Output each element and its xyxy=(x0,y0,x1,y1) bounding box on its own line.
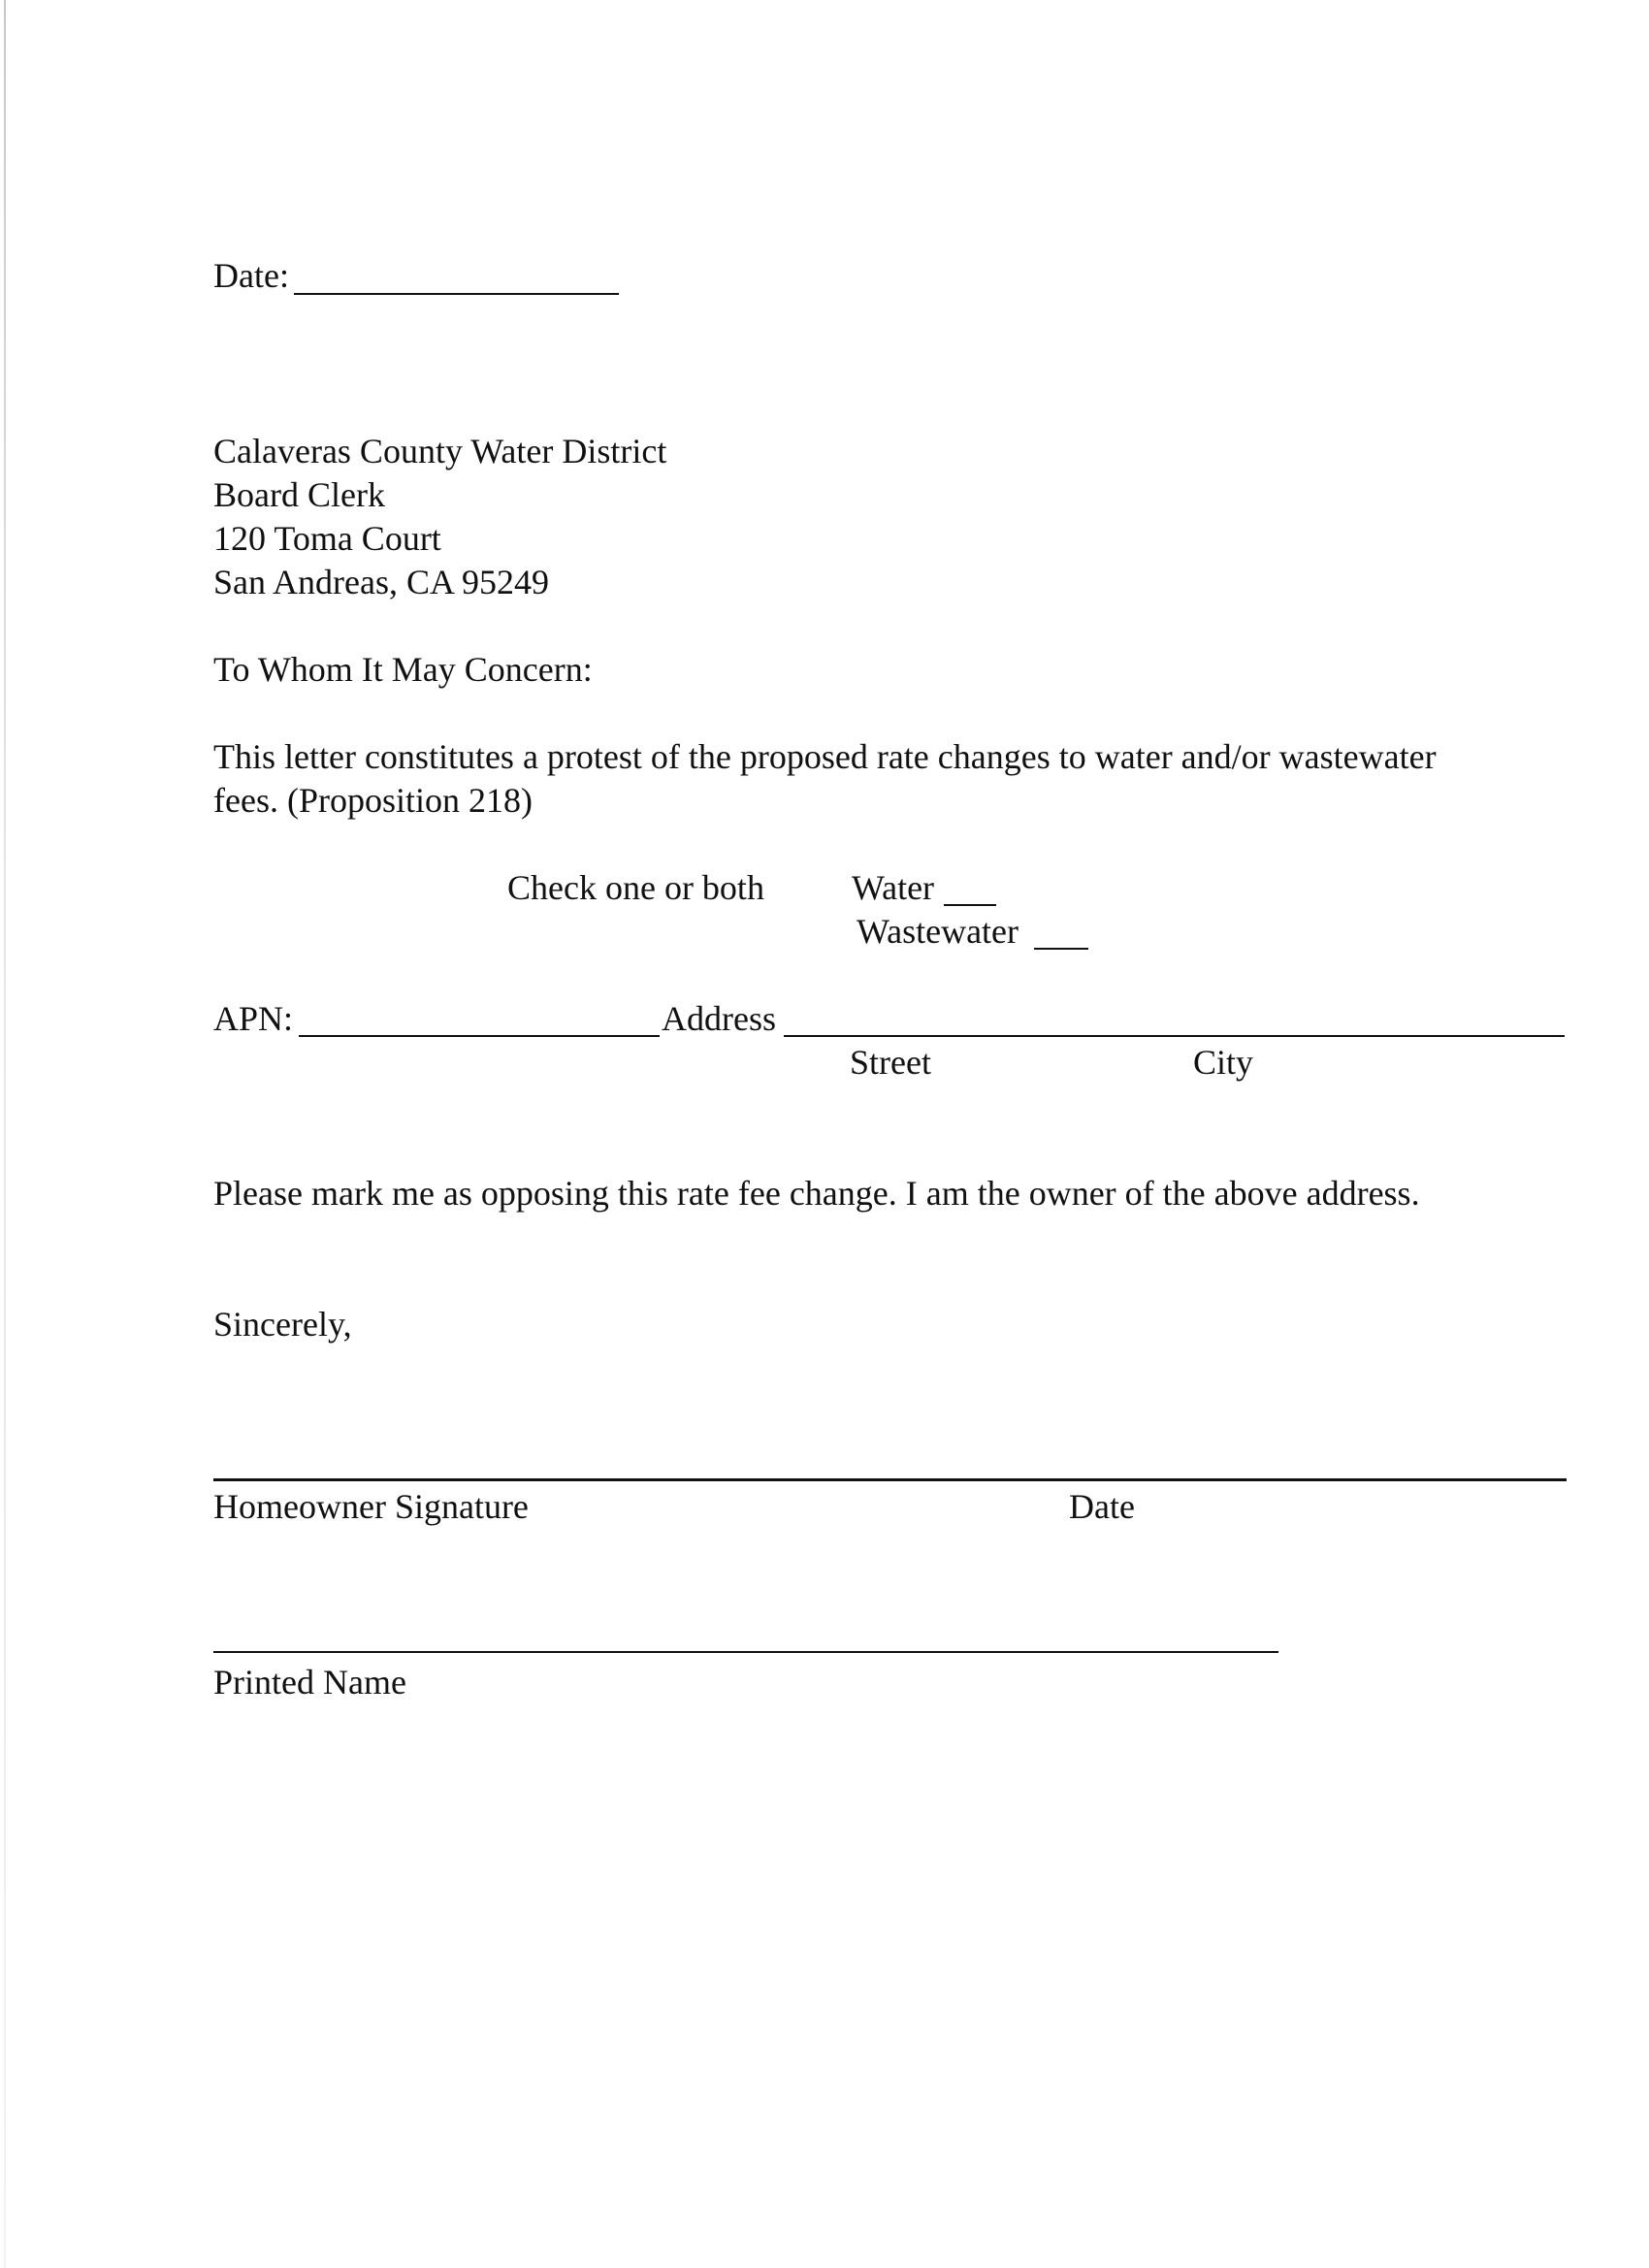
recipient-city-state-zip: San Andreas, CA 95249 xyxy=(213,563,549,601)
signature-caption: Homeowner Signature xyxy=(213,1487,529,1526)
water-option-label: Water xyxy=(852,868,935,907)
street-caption: Street xyxy=(850,1043,931,1082)
printed-name-line[interactable] xyxy=(213,1651,1278,1653)
wastewater-option-label: Wastewater xyxy=(857,912,1019,951)
wastewater-check-blank[interactable] xyxy=(1034,948,1088,950)
water-check-blank[interactable] xyxy=(944,904,996,906)
recipient-name: Calaveras County Water District xyxy=(213,432,667,470)
recipient-street: 120 Toma Court xyxy=(213,519,441,558)
check-prompt: Check one or both xyxy=(507,868,764,907)
closing: Sincerely, xyxy=(213,1305,352,1344)
recipient-title: Board Clerk xyxy=(213,475,385,514)
date-label: Date: xyxy=(213,256,289,295)
signature-line[interactable] xyxy=(213,1478,1567,1481)
opposition-statement: Please mark me as opposing this rate fee change. I am the owner of the above address. xyxy=(213,1174,1420,1213)
address-blank-line[interactable] xyxy=(784,1035,1565,1037)
date-blank-line[interactable] xyxy=(294,293,619,295)
address-label: Address xyxy=(662,999,776,1038)
body-line-1: This letter constitutes a protest of the proposed rate changes to water and/or wastewater xyxy=(213,737,1437,776)
body-line-2: fees. (Proposition 218) xyxy=(213,781,533,820)
apn-label: APN: xyxy=(213,999,294,1038)
city-caption: City xyxy=(1193,1043,1254,1082)
apn-blank-line[interactable] xyxy=(299,1035,660,1037)
signature-date-caption: Date xyxy=(1069,1487,1135,1526)
salutation: To Whom It May Concern: xyxy=(213,650,593,689)
scan-edge xyxy=(4,0,6,2268)
printed-name-caption: Printed Name xyxy=(213,1663,406,1701)
